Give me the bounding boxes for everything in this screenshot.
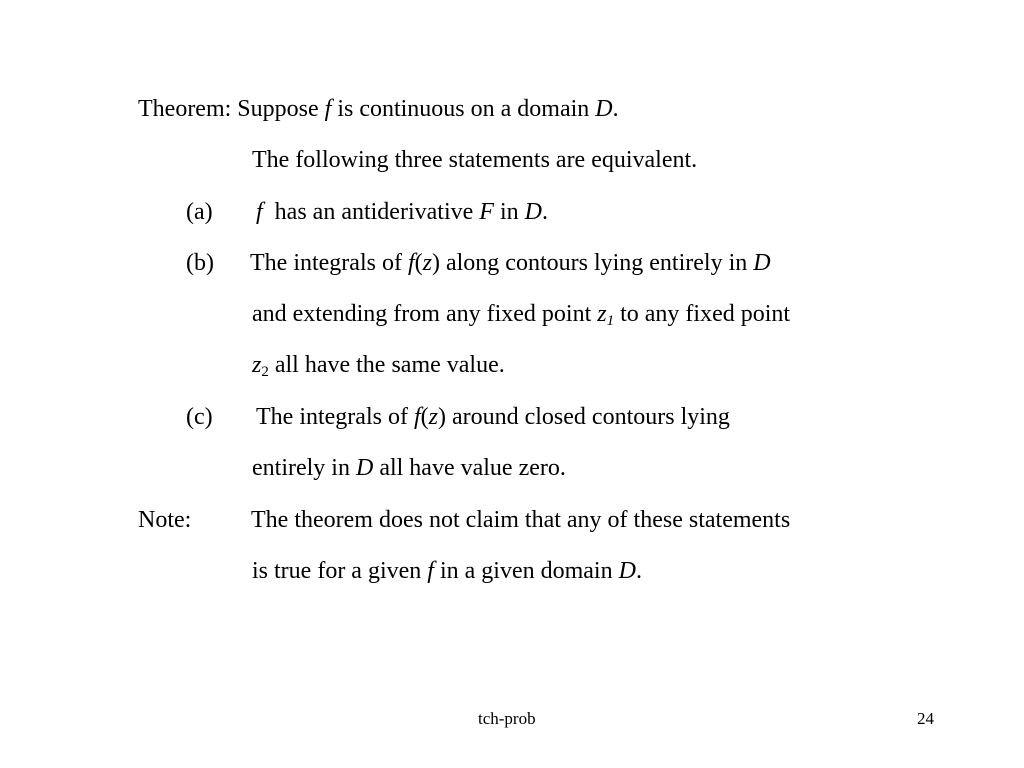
note-line2 — [252, 557, 642, 585]
note-l2-D: D — [618, 558, 636, 584]
item-b-l2-sub: 1 — [606, 313, 615, 329]
item-b-line2 — [252, 300, 790, 328]
item-b-l2-z: z — [597, 301, 607, 327]
theorem-end: . — [612, 96, 619, 122]
item-a-var-f: f — [256, 199, 263, 225]
theorem-var-f: f — [324, 96, 332, 122]
item-b-l1-pc: ) — [431, 250, 440, 276]
item-a-end: . — [541, 199, 548, 225]
page-number: 24 — [917, 709, 934, 728]
item-a-text2: in — [493, 199, 525, 225]
item-b-label: (b) — [186, 250, 214, 276]
item-b-l1-text2: along contours lying entirely in — [439, 250, 754, 276]
item-b-l1-D: D — [753, 250, 771, 276]
item-c-l1-z: z — [428, 404, 438, 430]
item-c-label: (c) — [186, 404, 213, 430]
theorem-label: Theorem: Suppose — [138, 96, 325, 122]
note-line1: The theorem does not claim that any of these statements — [251, 507, 791, 533]
item-a-label: (a) — [186, 199, 213, 225]
theorem-mid-text: is continuous on a domain — [331, 96, 596, 122]
item-a-var-F: F — [479, 199, 494, 225]
note-l2-f: f — [427, 558, 434, 584]
item-b-l1-text1: The integrals of — [250, 250, 408, 276]
item-c-l1-text2: around closed contours lying — [445, 404, 730, 430]
item-c-l2-D: D — [355, 455, 374, 481]
note-label: Note: — [138, 507, 192, 533]
note-l2-end: . — [635, 558, 642, 584]
item-b-l3-z: z — [252, 352, 262, 378]
item-b-l3-sub: 2 — [261, 364, 269, 380]
item-b-l3-text: all have the same value. — [268, 352, 505, 378]
theorem-statement — [138, 95, 619, 123]
item-b-l2-text2: to any fixed point — [614, 301, 791, 327]
item-b-l2-text1: and extending from any fixed point — [252, 301, 598, 327]
item-a-text — [256, 198, 548, 226]
item-c-l2-text1: entirely in — [252, 455, 356, 481]
item-b-line3 — [252, 351, 505, 379]
item-b-l1-z: z — [422, 250, 432, 276]
item-c-l1-text1: The integrals of — [256, 404, 414, 430]
note-l2-text2: in a given domain — [433, 558, 619, 584]
footer-title: tch-prob — [478, 709, 536, 728]
item-a-var-D: D — [524, 199, 542, 225]
item-c-line2 — [252, 454, 566, 482]
item-b-l1-po: ( — [414, 250, 423, 276]
item-b-l1-f: f — [407, 250, 415, 276]
item-c-l2-text2: all have value zero. — [373, 455, 566, 481]
item-c-l1-pc: ) — [437, 404, 446, 430]
item-a-text1: has an antiderivative — [274, 199, 480, 225]
item-c-l1-po: ( — [420, 404, 429, 430]
item-c-line1 — [256, 403, 730, 431]
theorem-var-d: D — [595, 96, 613, 122]
item-c-l1-f: f — [413, 404, 421, 430]
item-b-line1 — [250, 249, 771, 277]
note-l2-text1: is true for a given — [252, 558, 428, 584]
equivalence-statement: The following three statements are equivalent. — [252, 147, 698, 173]
